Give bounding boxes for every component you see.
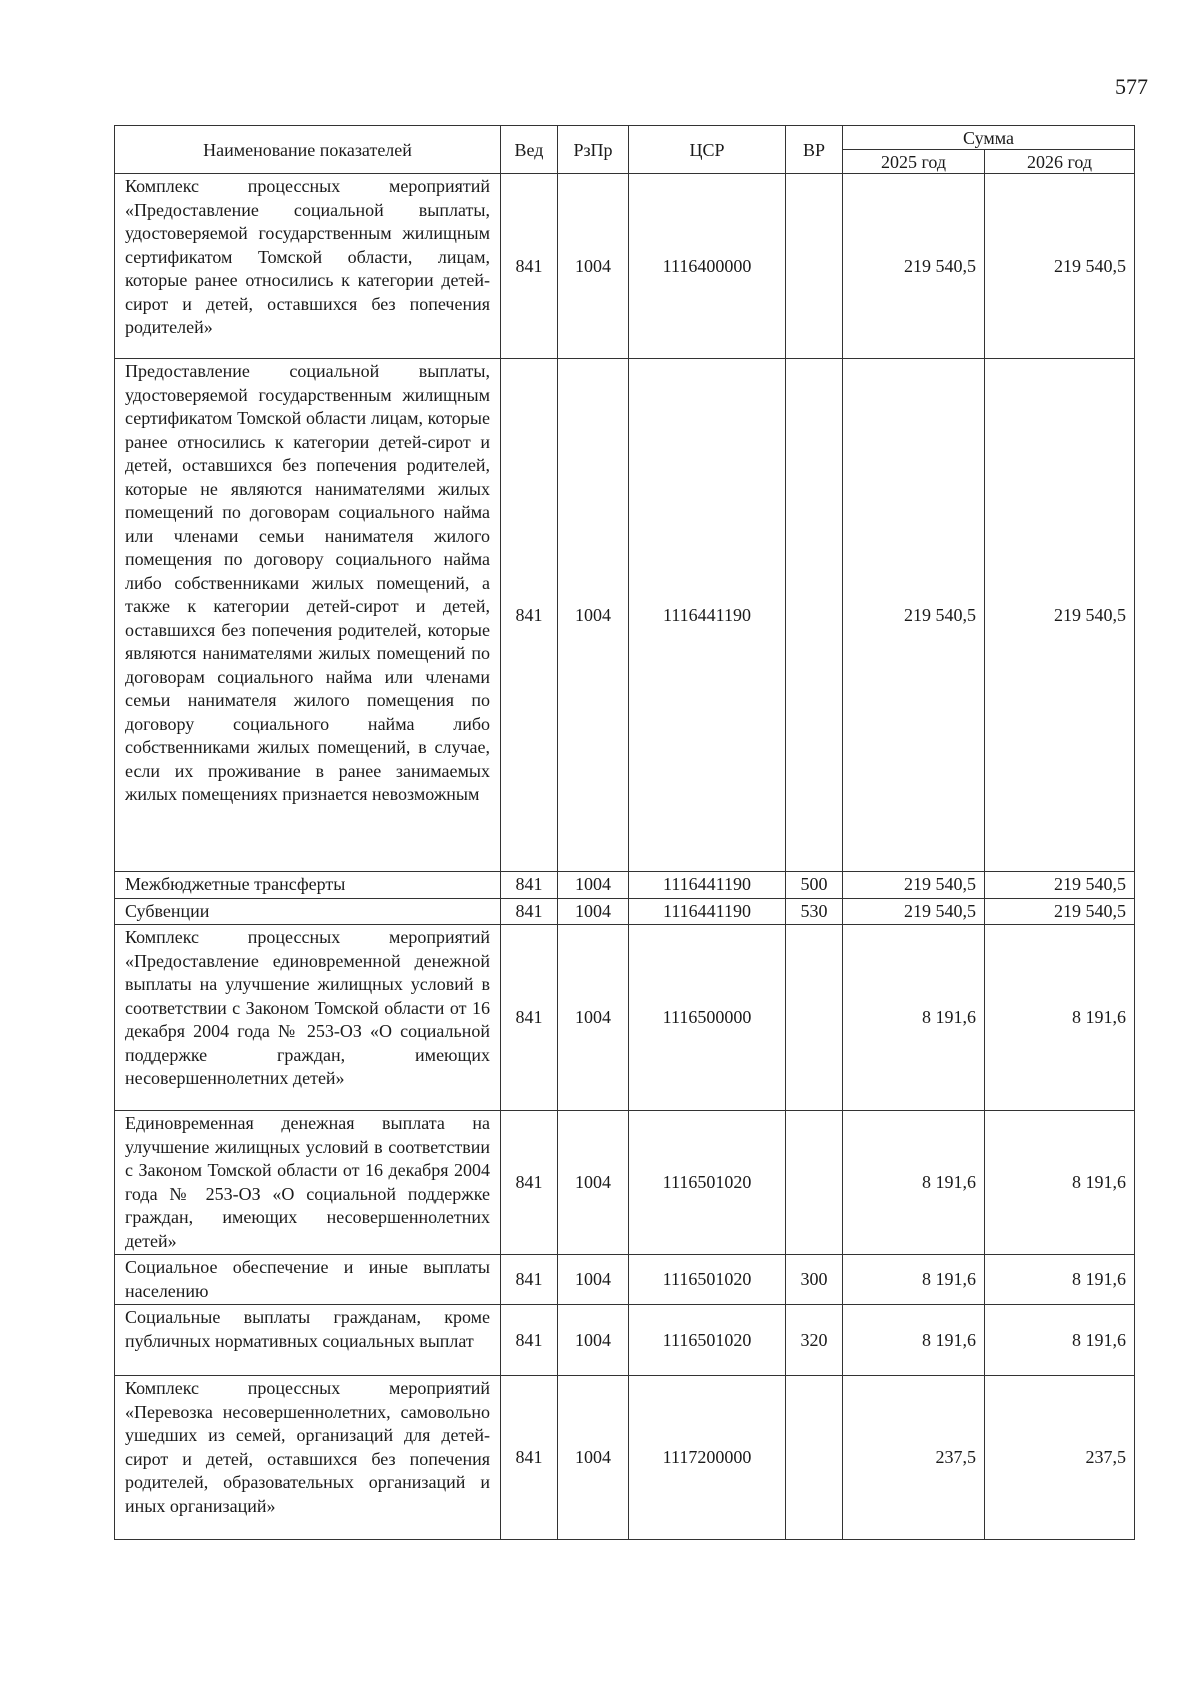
table-row <box>115 359 1135 872</box>
row-rzpr: 1004 <box>558 1111 629 1255</box>
row-sum-2026: 8 191,6 <box>985 1111 1135 1255</box>
row-csr: 1116501020 <box>629 1305 786 1376</box>
row-ved: 841 <box>501 1255 558 1305</box>
row-ved: 841 <box>501 359 558 872</box>
row-vr: 300 <box>786 1255 843 1305</box>
row-rzpr: 1004 <box>558 1376 629 1540</box>
row-csr: 1116500000 <box>629 925 786 1111</box>
page-number: 577 <box>1115 74 1148 99</box>
header-year-2025: 2025 год <box>843 150 985 174</box>
row-ved: 841 <box>501 898 558 925</box>
row-name: Межбюджетные трансферты <box>115 872 501 899</box>
row-ved: 841 <box>501 1376 558 1540</box>
row-name: Социальное обеспечение и иные выплаты населению <box>115 1255 501 1305</box>
row-ved: 841 <box>501 925 558 1111</box>
row-name: Субвенции <box>115 898 501 925</box>
table-row <box>115 1255 1135 1305</box>
row-csr: 1116441190 <box>629 359 786 872</box>
row-sum-2026: 237,5 <box>985 1376 1135 1540</box>
row-vr <box>786 359 843 872</box>
row-vr <box>786 925 843 1111</box>
row-sum-2025: 219 540,5 <box>843 898 985 925</box>
row-sum-2026: 8 191,6 <box>985 1305 1135 1376</box>
row-csr: 1116501020 <box>629 1111 786 1255</box>
row-rzpr: 1004 <box>558 174 629 359</box>
row-csr: 1116441190 <box>629 898 786 925</box>
table-row <box>115 1305 1135 1376</box>
row-vr: 530 <box>786 898 843 925</box>
row-rzpr: 1004 <box>558 1305 629 1376</box>
row-sum-2026: 8 191,6 <box>985 1255 1135 1305</box>
row-name: Комплекс процессных мероприятий «Предоставление социальной выплаты, удостоверяемой государственным жилищным сертификатом Томской области, лицам, которые ранее относились к категории детей-сирот и детей, оставшихся без попечения родителей» <box>115 174 501 359</box>
header-csr: ЦСР <box>629 126 786 174</box>
row-ved: 841 <box>501 1305 558 1376</box>
header-year-2026: 2026 год <box>985 150 1135 174</box>
row-sum-2026: 219 540,5 <box>985 898 1135 925</box>
row-name: Единовременная денежная выплата на улучшение жилищных условий в соответствии с Законом Томской области от 16 декабря 2004 года № 253-ОЗ «О социальной поддержке граждан, имеющих несовершеннолетних детей» <box>115 1111 501 1255</box>
row-name: Комплекс процессных мероприятий «Перевозка несовершеннолетних, самовольно ушедших из семей, организаций для детей-сирот и детей, оставшихся без попечения родителей, образовательных организаций и иных организаций» <box>115 1376 501 1540</box>
header-rzpr: РзПр <box>558 126 629 174</box>
row-sum-2026: 219 540,5 <box>985 174 1135 359</box>
table-row <box>115 872 1135 899</box>
row-sum-2025: 8 191,6 <box>843 1255 985 1305</box>
table-row <box>115 925 1135 1111</box>
row-csr: 1116441190 <box>629 872 786 899</box>
header-vr: ВР <box>786 126 843 174</box>
row-vr: 320 <box>786 1305 843 1376</box>
budget-table <box>114 125 1135 1540</box>
row-rzpr: 1004 <box>558 359 629 872</box>
row-sum-2025: 8 191,6 <box>843 1111 985 1255</box>
header-name: Наименование показателей <box>115 126 501 174</box>
row-name: Комплекс процессных мероприятий «Предоставление единовременной денежной выплаты на улучшение жилищных условий в соответствии с Законом Томской области от 16 декабря 2004 года № 253-ОЗ «О социальной поддержке граждан, имеющих несовершеннолетних детей» <box>115 925 501 1111</box>
row-vr <box>786 174 843 359</box>
row-vr <box>786 1111 843 1255</box>
row-sum-2025: 237,5 <box>843 1376 985 1540</box>
table-row <box>115 1376 1135 1540</box>
row-csr: 1116400000 <box>629 174 786 359</box>
row-vr: 500 <box>786 872 843 899</box>
header-ved: Вед <box>501 126 558 174</box>
row-vr <box>786 1376 843 1540</box>
row-csr: 1117200000 <box>629 1376 786 1540</box>
row-csr: 1116501020 <box>629 1255 786 1305</box>
row-sum-2025: 219 540,5 <box>843 359 985 872</box>
row-rzpr: 1004 <box>558 1255 629 1305</box>
row-sum-2025: 219 540,5 <box>843 174 985 359</box>
row-sum-2026: 219 540,5 <box>985 359 1135 872</box>
table-row <box>115 1111 1135 1255</box>
row-rzpr: 1004 <box>558 872 629 899</box>
table-row <box>115 174 1135 359</box>
row-sum-2026: 8 191,6 <box>985 925 1135 1111</box>
row-rzpr: 1004 <box>558 925 629 1111</box>
row-ved: 841 <box>501 872 558 899</box>
header-sum: Сумма <box>843 126 1135 150</box>
row-rzpr: 1004 <box>558 898 629 925</box>
row-sum-2025: 8 191,6 <box>843 1305 985 1376</box>
row-name: Социальные выплаты гражданам, кроме публичных нормативных социальных выплат <box>115 1305 501 1376</box>
row-sum-2026: 219 540,5 <box>985 872 1135 899</box>
row-sum-2025: 8 191,6 <box>843 925 985 1111</box>
row-name: Предоставление социальной выплаты, удостоверяемой государственным жилищным сертификатом Томской области лицам, которые ранее относились к категории детей-сирот и детей, оставшихся без попечения родителей, которые не являются нанимателями жилых помещений по договорам социального найма или членами семьи нанимателя жилого помещения по договору социального найма либо собственниками жилых помещений, а также к категории детей-сирот и детей, оставшихся без попечения родителей, которые являются нанимателями жилых помещений по договорам социального найма или членами семьи нанимателя жилого помещения по договору социального найма либо собственниками жилых помещений, в случае, если их проживание в ранее занимаемых жилых помещениях признается невозможным <box>115 359 501 872</box>
table-row <box>115 898 1135 925</box>
row-ved: 841 <box>501 1111 558 1255</box>
row-ved: 841 <box>501 174 558 359</box>
row-sum-2025: 219 540,5 <box>843 872 985 899</box>
